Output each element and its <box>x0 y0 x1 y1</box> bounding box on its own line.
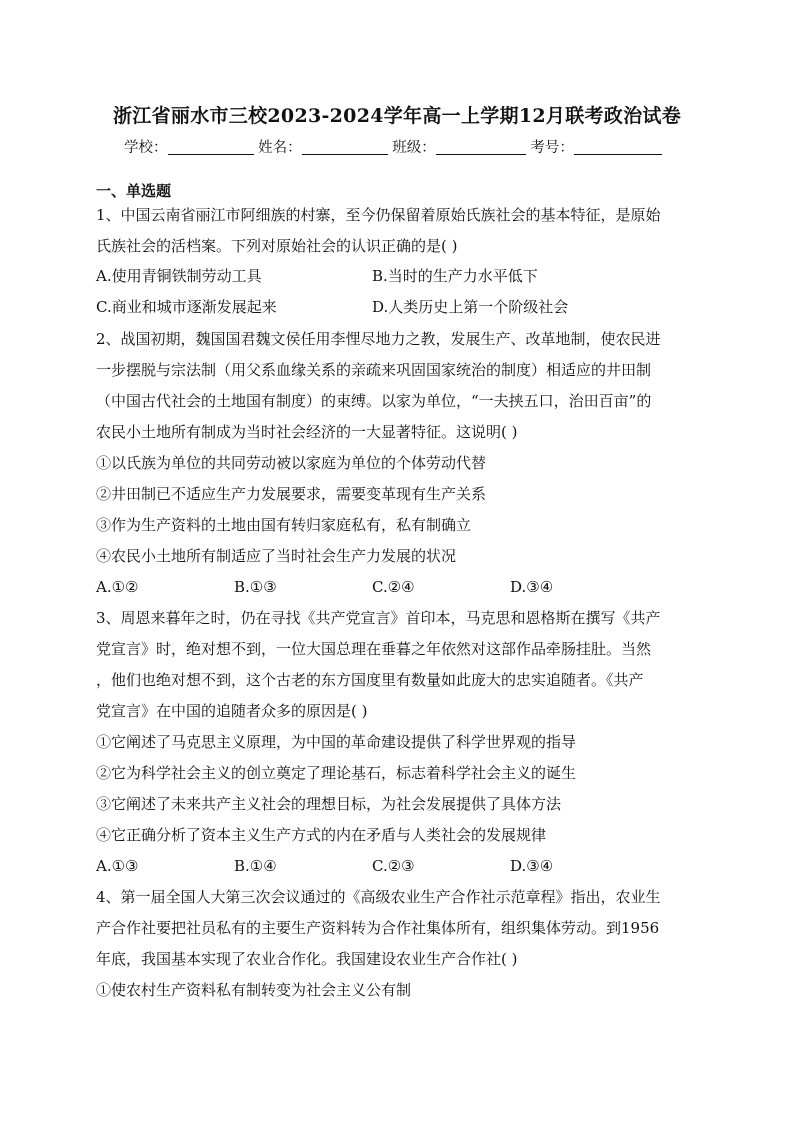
class-blank[interactable] <box>436 138 526 155</box>
q2-statement-2: ②井田制已不适应生产力发展要求，需要变革现有生产关系 <box>96 485 487 503</box>
q2-option-a: A.①② <box>96 578 139 596</box>
q1-option-b: B.当时的生产力水平低下 <box>372 267 538 285</box>
q3-statement-3: ③它阐述了未来共产主义社会的理想目标，为社会发展提供了具体方法 <box>96 795 562 813</box>
q3-statement-4: ④它正确分析了资本主义生产方式的内在矛盾与人类社会的发展规律 <box>96 826 547 844</box>
student-info-row <box>124 136 662 157</box>
q3-statement-1: ①它阐述了马克思主义原理，为中国的革命建设提供了科学世界观的指导 <box>96 733 577 751</box>
name-blank[interactable] <box>302 138 388 155</box>
q1-option-d: D.人类历史上第一个阶级社会 <box>372 298 569 316</box>
q2-option-b: B.①③ <box>234 578 277 596</box>
name-label: 姓名： <box>258 140 302 156</box>
exam-title: 浙江省丽水市三校2023-2024学年高一上学期12月联考政治试卷 <box>113 105 681 127</box>
q2-stem-line: 一步摆脱与宗法制（用父系血缘关系的亲疏来巩固国家统治的制度）相适应的井田制 <box>96 361 652 379</box>
q1-option-c: C.商业和城市逐渐发展起来 <box>96 298 277 316</box>
q2-stem-line: 农民小土地所有制成为当时社会经济的一大显著特征。这说明( ) <box>96 423 518 441</box>
q4-statement-1: ①使农村生产资料私有制转变为社会主义公有制 <box>96 981 412 999</box>
q2-stem-line: （中国古代社会的土地国有制度）的束缚。以家为单位，“一夫挟五口，治田百亩”的 <box>96 392 652 410</box>
class-label: 班级： <box>392 140 436 156</box>
q1-stem-line: 氏族社会的活档案。下列对原始社会的认识正确的是( ) <box>96 237 458 255</box>
q2-statement-1: ①以氏族为单位的共同劳动被以家庭为单位的个体劳动代替 <box>96 454 487 472</box>
q2-statement-3: ③作为生产资料的土地由国有转归家庭私有，私有制确立 <box>96 516 472 534</box>
q4-stem-line: 年底，我国基本实现了农业合作化。我国建设农业生产合作社( ) <box>96 950 518 968</box>
number-label: 考号： <box>530 140 574 156</box>
number-blank[interactable] <box>574 138 662 155</box>
q2-option-c: C.②④ <box>372 578 415 596</box>
q3-stem-line: 党宣言》在中国的追随者众多的原因是( ) <box>96 702 368 720</box>
q3-option-c: C.②③ <box>372 857 415 875</box>
section-heading: 一、单选题 <box>96 182 172 200</box>
q3-stem-line: 3、周恩来暮年之时，仍在寻找《共产党宣言》首印本，马克思和恩格斯在撰写《共产 <box>96 609 661 627</box>
q4-stem-line: 4、第一届全国人大第三次会议通过的《高级农业生产合作社示范章程》指出，农业生 <box>96 888 661 906</box>
q2-statement-4: ④农民小土地所有制适应了当时社会生产力发展的状况 <box>96 547 457 565</box>
school-label: 学校： <box>124 140 168 156</box>
q1-stem-line: 1、中国云南省丽江市阿细族的村寨，至今仍保留着原始氏族社会的基本特征，是原始 <box>96 206 661 224</box>
q4-stem-line: 产合作社要把社员私有的主要生产资料转为合作社集体所有，组织集体劳动。到1956 <box>96 919 660 937</box>
q3-option-a: A.①③ <box>96 857 139 875</box>
q3-option-b: B.①④ <box>234 857 277 875</box>
q3-statement-2: ②它为科学社会主义的创立奠定了理论基石，标志着科学社会主义的诞生 <box>96 764 577 782</box>
q2-option-d: D.③④ <box>510 578 554 596</box>
q3-option-d: D.③④ <box>510 857 554 875</box>
q3-stem-line: ，他们也绝对想不到，这个古老的东方国度里有数量如此庞大的忠实追随者。《共产 <box>96 671 644 689</box>
q3-stem-line: 党宣言》时，绝对想不到，一位大国总理在垂暮之年依然对这部作品牵肠挂肚。当然 <box>96 640 652 658</box>
q1-option-a: A.使用青铜铁制劳动工具 <box>96 267 262 285</box>
school-blank[interactable] <box>168 138 254 155</box>
q2-stem-line: 2、战国初期，魏国国君魏文侯任用李悝尽地力之教，发展生产、改革地制，使农民进 <box>96 330 661 348</box>
